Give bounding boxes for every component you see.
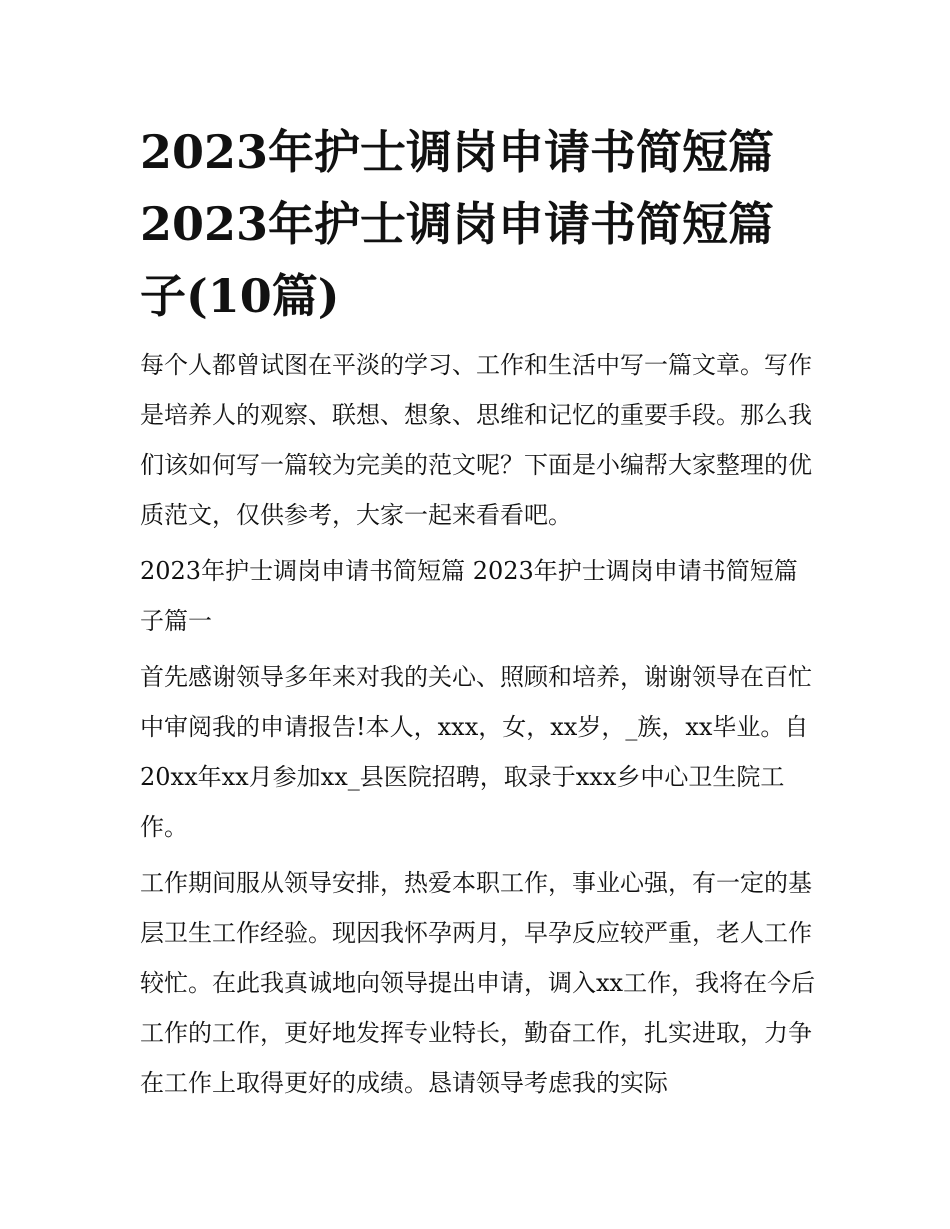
intro-paragraph: 每个人都曾试图在平淡的学习、工作和生活中写一篇文章。写作是培养人的观察、联想、想象、思维和记忆的重要手段。那么我们该如何写一篇较为完美的范文呢？下面是小编帮大家整理的优质范文，仅供参考，大家一起来看看吧。 <box>140 351 812 529</box>
section-heading: 2023年护士调岗申请书简短篇 2023年护士调岗申请书简短篇子篇一 <box>140 557 798 635</box>
body-paragraph-1: 首先感谢领导多年来对我的关心、照顾和培养，谢谢领导在百忙中审阅我的申请报告!本人，xxx，女，xx岁，_族，xx毕业。自20xx年xx月参加xx_县医院招聘，取录于xxx乡中心卫生院工作。 <box>140 663 812 841</box>
document-title: 2023年护士调岗申请书简短篇 2023年护士调岗申请书简短篇子(10篇) <box>140 125 775 323</box>
document-page <box>140 116 820 1114</box>
body-paragraph-2: 工作期间服从领导安排，热爱本职工作，事业心强，有一定的基层卫生工作经验。现因我怀孕两月，早孕反应较严重，老人工作较忙。在此我真诚地向领导提出申请，调入xx工作，我将在今后工作的工作，更好地发挥专业特长，勤奋工作，扎实进取，力争在工作上取得更好的成绩。恳请领导考虑我的实际 <box>140 869 816 1097</box>
